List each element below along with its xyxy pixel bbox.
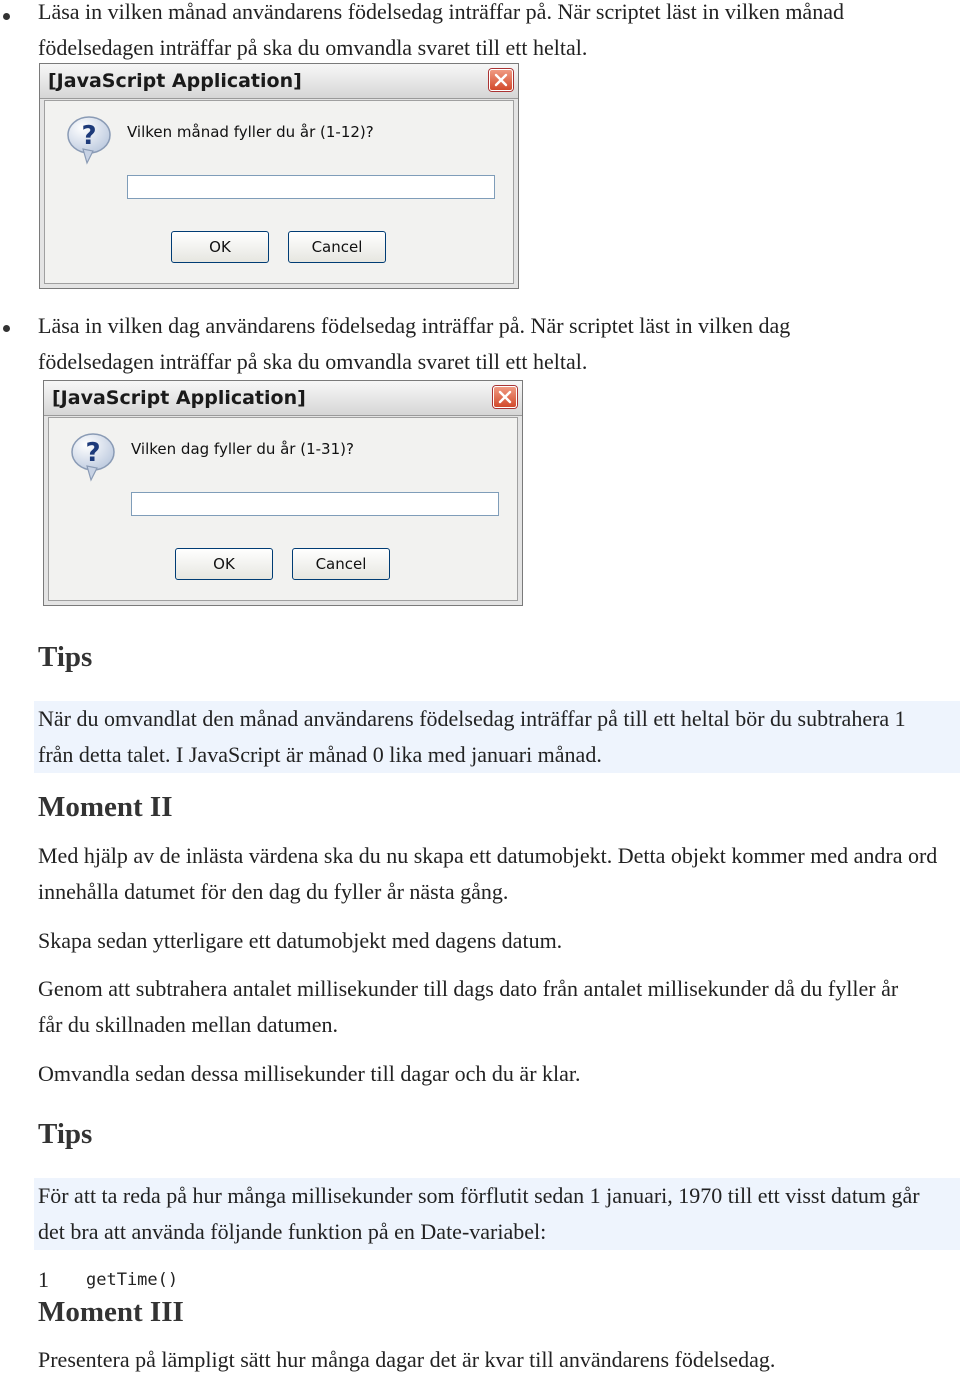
- tips-heading: Tips: [38, 641, 93, 673]
- moment-2-paragraph-2: Skapa sedan ytterligare ett datumobjekt med dagens datum.: [38, 928, 563, 953]
- moment-2-paragraph-4: Omvandla sedan dessa millisekunder till dagar och du är klar.: [38, 1061, 581, 1086]
- moment-2-heading: Moment II: [38, 791, 173, 823]
- js-prompt-dialog-month: [39, 63, 519, 289]
- close-icon[interactable]: [489, 69, 513, 91]
- moment-3-heading: Moment III: [38, 1296, 184, 1328]
- dialog-prompt: Vilken månad fyller du år (1-12)?: [127, 123, 374, 141]
- dialog-title: [JavaScript Application]: [52, 387, 306, 409]
- code-snippet: getTime(): [86, 1270, 179, 1290]
- svg-text:?: ?: [81, 121, 97, 151]
- dialog-text-input[interactable]: [127, 175, 495, 199]
- close-icon[interactable]: [493, 386, 517, 408]
- tip-box: [34, 1178, 960, 1250]
- dialog-body: [48, 417, 518, 601]
- moment-3-paragraph: Presentera på lämpligt sätt hur många dagar det är kvar till användarens födelsedag.: [38, 1347, 776, 1372]
- dialog-title-bar[interactable]: [40, 64, 518, 99]
- dialog-title: [JavaScript Application]: [48, 70, 302, 92]
- bullet-marker: [3, 325, 10, 332]
- moment-2-paragraph-1: Med hjälp av de inlästa värdena ska du nu skapa ett datumobjekt. Detta objekt kommer med andra ord innehålla datumet för den dag du fyller år nästa gång.: [38, 843, 938, 904]
- dialog-title-bar[interactable]: [44, 381, 522, 416]
- question-icon: [69, 430, 119, 486]
- bullet-text-day: Läsa in vilken dag användarens födelsedag inträffar på. När scriptet läst in vilken dag födelsedagen inträffar på ska du omvandla svaret till ett heltal.: [38, 313, 791, 374]
- bullet-text-month: Läsa in vilken månad användarens födelsedag inträffar på. När scriptet läst in vilken månad födelsedagen inträffar på ska du omvandla svaret till ett heltal.: [38, 0, 844, 60]
- tip-box: [34, 701, 960, 773]
- ok-button[interactable]: OK: [171, 231, 269, 263]
- question-icon: [65, 113, 115, 169]
- code-line-number: 1: [38, 1267, 49, 1292]
- tips-heading: Tips: [38, 1118, 93, 1150]
- ok-button[interactable]: OK: [175, 548, 273, 580]
- tip-text: När du omvandlat den månad användarens födelsedag inträffar på till ett heltal bör du subtrahera 1 från detta talet. I JavaScript är månad 0 lika med januari månad.: [38, 706, 906, 767]
- dialog-prompt: Vilken dag fyller du år (1-31)?: [131, 440, 354, 458]
- cancel-button[interactable]: Cancel: [288, 231, 386, 263]
- bullet-marker: [3, 13, 10, 20]
- cancel-button[interactable]: Cancel: [292, 548, 390, 580]
- js-prompt-dialog-day: [43, 380, 523, 606]
- dialog-body: [44, 100, 514, 284]
- tip-text: För att ta reda på hur många millisekunder som förflutit sedan 1 januari, 1970 till ett visst datum går det bra att använda följande funktion på en Date-variabel:: [38, 1183, 920, 1244]
- moment-2-paragraph-3: Genom att subtrahera antalet millisekunder till dags dato från antalet millisekunder då du fyller år får du skillnaden mellan datumen.: [38, 976, 899, 1037]
- dialog-text-input[interactable]: [131, 492, 499, 516]
- svg-text:?: ?: [85, 438, 101, 468]
